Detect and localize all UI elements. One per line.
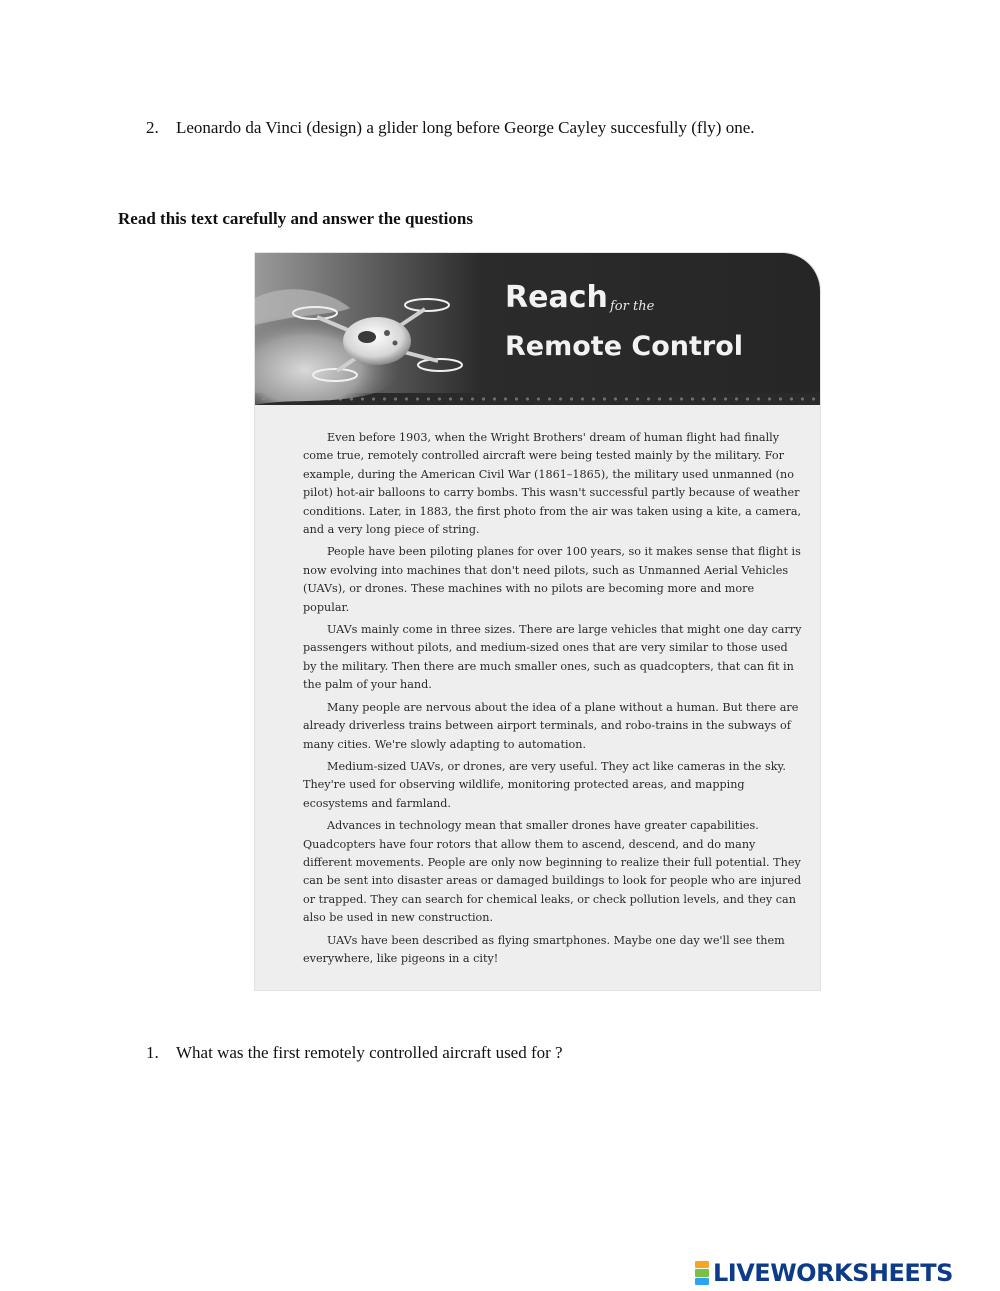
question-2-number: 2. (146, 118, 159, 137)
article-paragraph: People have been piloting planes for over 100 years, so it makes sense that flight is now evolving into machines that don't need pilots, such as Unmanned Aerial Vehicles (UAVs), or drones. These machines with no pilots are becoming more and more popular. (303, 545, 801, 614)
article-paragraph: UAVs have been described as flying smartphones. Maybe one day we'll see them everywhere, like pigeons in a city! (303, 933, 785, 965)
question-2-text: Leonardo da Vinci (design) a glider long before George Cayley succesfully (fly) one. (176, 118, 755, 137)
article-title-remote-control: Remote Control (505, 331, 744, 362)
question-1-number: 1. (146, 1043, 159, 1062)
reading-instruction: Read this text carefully and answer the questions (118, 209, 473, 228)
article-title-for-the: for the (610, 299, 655, 314)
article-paragraph: Many people are nervous about the idea of a plane without a human. But there are already driverless trains between airport terminals, and robo-trains in the subways of many cities. We're slowly adapting to automation. (303, 700, 799, 751)
hand-holding-quadcopter-photo (255, 253, 490, 405)
article-paragraph: Advances in technology mean that smaller drones have greater capabilities. Quadcopters have four rotors that allow them to ascend, descend, and do many different movements. People are only now beginning to realize their full potential. They can be sent into disaster areas or damaged buildings to look for people who are injured or trapped. They can search for chemical leaks, or check pollution levels, and they can also be used in new construction. (303, 819, 802, 925)
article-paragraph: Even before 1903, when the Wright Brothers' dream of human flight had finally come true, remotely controlled aircraft were being tested mainly by the military. For example, during the American Civil War (1861–1865), the military used unmanned (no pilot) hot-air balloons to carry bombs. This wasn't successful partly because of weather conditions. Later, in 1883, the first photo from the air was taken using a kite, a camera, and a very long piece of string. (303, 431, 802, 537)
question-2 (146, 117, 755, 139)
liveworksheets-logo[interactable] (695, 1256, 953, 1290)
article-paragraph: Medium-sized UAVs, or drones, are very useful. They act like cameras in the sky. They're used for observing wildlife, monitoring protected areas, and mapping ecosystems and farmland. (303, 759, 786, 810)
liveworksheets-logo-icon (695, 1261, 709, 1286)
question-1 (146, 1042, 563, 1064)
question-1-text: What was the first remotely controlled aircraft used for ? (176, 1043, 563, 1062)
article-body (303, 429, 803, 972)
article-title-reach: Reach (505, 280, 608, 315)
liveworksheets-logo-text: LIVEWORKSHEETS (713, 1259, 953, 1287)
article-image (255, 253, 820, 990)
article-paragraph: UAVs mainly come in three sizes. There are large vehicles that might one day carry passengers without pilots, and medium-sized ones that are very similar to those used by the military. Then there are much smaller ones, such as quadcopters, that can fit in the palm of your hand. (303, 623, 802, 692)
